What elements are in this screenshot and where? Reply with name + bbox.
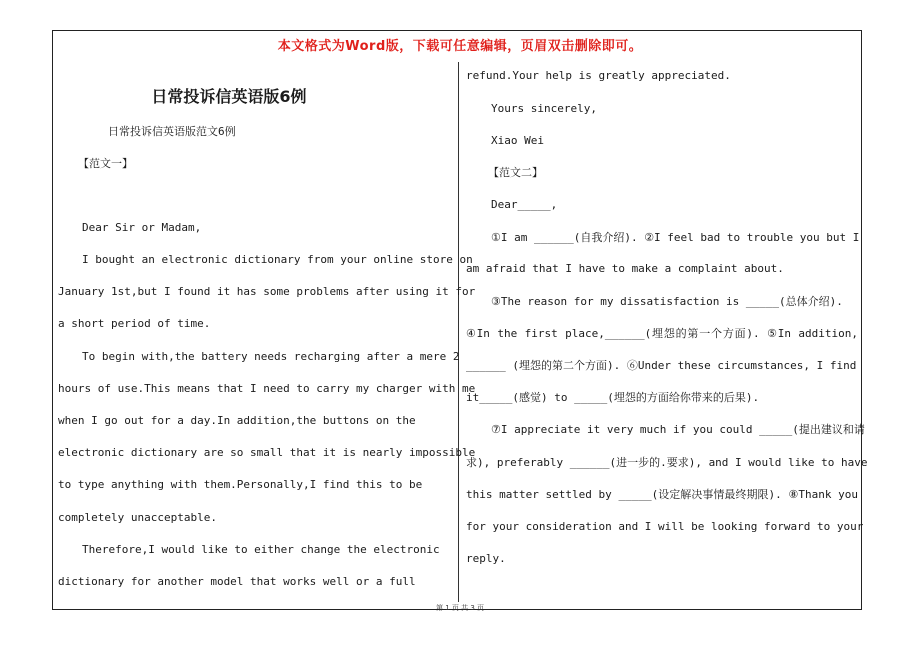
paragraph-line: To begin with,the battery needs recharging after a mere 2 xyxy=(82,350,460,363)
paragraph-line: January 1st,but I found it has some problems after using it for xyxy=(58,285,476,298)
paragraph-line: electronic dictionary are so small that it is nearly impossible xyxy=(58,446,476,459)
paragraph-line: completely unacceptable. xyxy=(58,511,217,524)
paragraph-line: ⑦I appreciate it very much if you could _____(提出建议和请 xyxy=(491,423,865,436)
paragraph-line: Therefore,I would like to either change the electronic xyxy=(82,543,440,556)
paragraph-line: when I go out for a day.In addition,the buttons on the xyxy=(58,414,416,427)
section-label-1: 【范文一】 xyxy=(78,157,133,170)
paragraph-line: this matter settled by _____(设定解决事情最终期限). ⑧Thank you xyxy=(466,488,858,501)
paragraph-line: it_____(感觉) to _____(埋怨的方面给你带来的后果). xyxy=(466,391,760,404)
paragraph-line: hours of use.This means that I need to carry my charger with me xyxy=(58,382,476,395)
page-footer: 第 1 页 共 3 页 xyxy=(435,604,485,612)
paragraph-line: 求), preferably ______(进一步的.要求), and I would like to have xyxy=(466,456,868,469)
document-title: 日常投诉信英语版6例 xyxy=(151,87,307,106)
paragraph-line: ______ (埋怨的第二个方面). ⑥Under these circumstances, I find xyxy=(466,359,857,372)
paragraph-line: ④In the first place,______(埋怨的第一个方面). ⑤In addition, xyxy=(466,327,858,340)
paragraph-line: refund.Your help is greatly appreciated. xyxy=(466,69,731,82)
salutation-1: Dear Sir or Madam, xyxy=(82,221,202,234)
paragraph-line: reply. xyxy=(466,552,506,565)
header-notice: 本文格式为Word版，下载可任意编辑，页眉双击删除即可。 xyxy=(277,39,643,54)
paragraph-line: for your consideration and I will be looking forward to your xyxy=(466,520,864,533)
paragraph-line: ①I am ______(自我介绍). ②I feel bad to trouble you but I xyxy=(491,231,860,244)
paragraph-line: am afraid that I have to make a complaint about. xyxy=(466,262,784,275)
paragraph-line: dictionary for another model that works well or a full xyxy=(58,575,416,588)
paragraph-line: I bought an electronic dictionary from your online store on xyxy=(82,253,473,266)
closing: Yours sincerely, xyxy=(491,102,597,115)
salutation-2: Dear_____, xyxy=(491,198,558,211)
paragraph-line: a short period of time. xyxy=(58,317,211,330)
document-subtitle: 日常投诉信英语版范文6例 xyxy=(108,125,236,138)
paragraph-line: ③The reason for my dissatisfaction is _____(总体介绍). xyxy=(491,295,843,308)
paragraph-line: to type anything with them.Personally,I find this to be xyxy=(58,478,423,491)
section-label-2: 【范文二】 xyxy=(488,166,543,179)
signature-name: Xiao Wei xyxy=(491,134,544,147)
column-divider xyxy=(458,62,459,602)
